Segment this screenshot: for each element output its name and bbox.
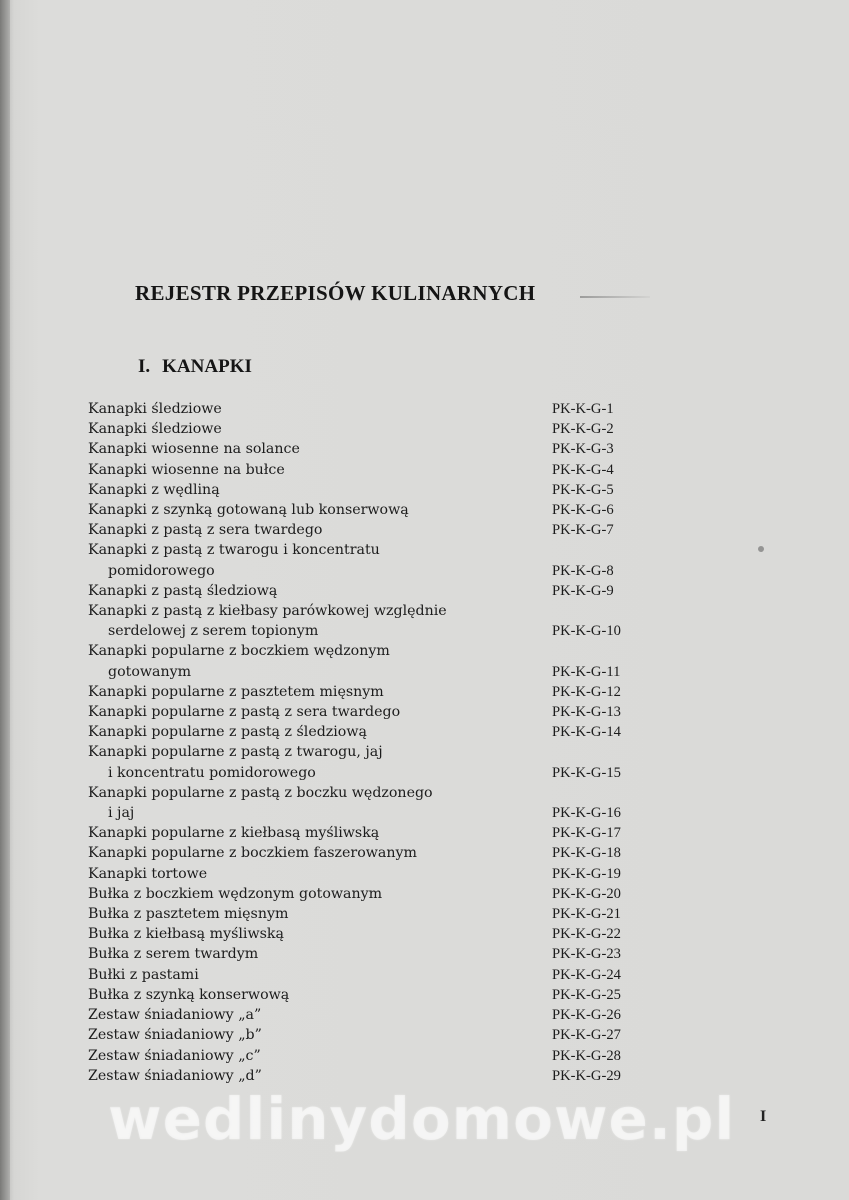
entry-title-line: Kanapki popularne z boczkiem wędzonym [88,643,390,660]
entry-title [88,399,552,419]
entry-code: PK-K-G-18 [552,845,621,862]
entry-code: PK-K-G-27 [552,1027,621,1044]
register-entry [88,540,648,580]
entry-title-line: Zestaw śniadaniowy „d” [88,1067,262,1084]
entry-title [88,540,552,580]
entry-title-line: Bułka z boczkiem wędzonym gotowanym [88,885,383,902]
register-entry [88,944,648,964]
entry-title-line: pomidorowego [108,562,215,579]
entry-code: PK-K-G-15 [552,764,621,781]
entry-code: PK-K-G-6 [552,502,614,519]
entry-title-line: Bułki z pastami [88,966,199,983]
entry-title [88,944,552,964]
entry-code: PK-K-G-9 [552,582,614,599]
entry-title [88,924,552,944]
paper-speck [758,546,764,552]
entry-title-line: Kanapki wiosenne na solance [88,441,300,458]
register-entry [88,864,648,884]
document-title: REJESTR PRZEPISÓW KULINARNYCH [135,281,536,305]
page-number: I [760,1108,767,1125]
register-entry [88,742,648,782]
register-entry [88,399,648,419]
register-entry [88,904,648,924]
entry-title [88,480,552,500]
entry-title [88,439,552,459]
entry-title [88,843,552,863]
entry-code: PK-K-G-24 [552,966,621,983]
entry-title-line: Kanapki z pastą z sera twardego [88,522,323,539]
entry-code: PK-K-G-13 [552,704,621,721]
entry-title [88,1025,552,1045]
entry-code: PK-K-G-26 [552,1007,621,1024]
entry-title-line: Bułka z pasztetem mięsnym [88,906,289,923]
entry-title [88,601,552,641]
entry-title-line: Kanapki z szynką gotowaną lub konserwową [88,502,409,519]
register-entry [88,1005,648,1025]
register-entry [88,985,648,1005]
register-entry [88,500,648,520]
entry-title-line: Kanapki z pastą śledziową [88,582,278,599]
entry-title [88,702,552,722]
entry-title [88,1066,552,1086]
entry-title [88,864,552,884]
entry-title [88,783,552,823]
entry-title [88,1046,552,1066]
entry-title [88,641,552,681]
recipe-register-list [88,399,648,1086]
entry-title-line: Bułka z szynką konserwową [88,986,290,1003]
entry-code: PK-K-G-29 [552,1067,621,1084]
section-heading [138,356,252,378]
entry-title-line: i jaj [108,805,135,822]
entry-title-line: Kanapki tortowe [88,865,208,882]
entry-code: PK-K-G-8 [552,562,614,579]
entry-code: PK-K-G-2 [552,421,614,438]
register-entry [88,601,648,641]
entry-title [88,500,552,520]
entry-title [88,419,552,439]
section-number: I. [138,356,151,377]
watermark: wedlinydomowe.pl [108,1085,736,1153]
entry-code: PK-K-G-1 [552,401,614,417]
entry-title [88,884,552,904]
register-entry [88,641,648,681]
entry-title-line: Kanapki wiosenne na bułce [88,461,285,478]
entry-title [88,722,552,742]
entry-title-line: gotowanym [108,663,192,680]
entry-title [88,742,552,782]
register-entry [88,702,648,722]
entry-title-line: Zestaw śniadaniowy „a” [88,1007,262,1024]
entry-code: PK-K-G-4 [552,461,614,478]
entry-title [88,985,552,1005]
entry-title-line: Kanapki śledziowe [88,421,222,438]
entry-code: PK-K-G-10 [552,623,621,640]
entry-code: PK-K-G-28 [552,1047,621,1064]
register-entry [88,480,648,500]
register-entry [88,1066,648,1086]
title-smudge [580,296,650,298]
entry-title [88,823,552,843]
entry-title-line: Kanapki popularne z pasztetem mięsnym [88,683,384,700]
entry-title-line: Kanapki śledziowe [88,401,222,417]
register-entry [88,520,648,540]
register-entry [88,924,648,944]
entry-title [88,520,552,540]
entry-title-line: Kanapki popularne z pastą z śledziową [88,724,367,741]
register-entry [88,783,648,823]
register-entry [88,460,648,480]
entry-code: PK-K-G-21 [552,906,621,923]
entry-title-line: Kanapki popularne z pastą z boczku wędzonego [88,784,433,801]
entry-code: PK-K-G-12 [552,683,621,700]
entry-title-line: Kanapki z wędliną [88,481,220,498]
entry-title [88,904,552,924]
register-entry [88,823,648,843]
entry-code: PK-K-G-16 [552,805,621,822]
entry-code: PK-K-G-22 [552,926,621,943]
entry-code: PK-K-G-3 [552,441,614,458]
register-entry [88,722,648,742]
entry-code: PK-K-G-20 [552,885,621,902]
entry-title [88,965,552,985]
register-entry [88,419,648,439]
register-entry [88,884,648,904]
entry-code: PK-K-G-25 [552,986,621,1003]
register-entry [88,581,648,601]
entry-title-line: Kanapki popularne z kiełbasą myśliwską [88,825,380,842]
entry-title-line: Kanapki popularne z pastą z sera twardego [88,704,401,721]
entry-title [88,682,552,702]
entry-code: PK-K-G-17 [552,825,621,842]
entry-title-line: Zestaw śniadaniowy „c” [88,1047,261,1064]
entry-title-line: Kanapki z pastą z twarogu i koncentratu [88,542,380,559]
entry-code: PK-K-G-5 [552,481,614,498]
register-entry [88,1025,648,1045]
entry-title-line: Kanapki popularne z pastą z twarogu, jaj [88,744,383,761]
entry-title-line: Bułka z kiełbasą myśliwską [88,926,284,943]
entry-code: PK-K-G-19 [552,865,621,882]
entry-code: PK-K-G-11 [552,663,621,680]
entry-title [88,1005,552,1025]
register-entry [88,965,648,985]
entry-title [88,581,552,601]
entry-title-line: i koncentratu pomidorowego [108,764,316,781]
register-entry [88,439,648,459]
entry-title [88,460,552,480]
entry-title-line: Kanapki popularne z boczkiem faszerowanym [88,845,417,862]
entry-title-line: Bułka z serem twardym [88,946,259,963]
entry-title-line: Zestaw śniadaniowy „b” [88,1027,262,1044]
register-entry [88,843,648,863]
entry-code: PK-K-G-7 [552,522,614,539]
page-binding-edge [0,0,10,1200]
entry-code: PK-K-G-23 [552,946,621,963]
register-entry [88,682,648,702]
entry-title-line: serdelowej z serem topionym [108,623,319,640]
entry-code: PK-K-G-14 [552,724,621,741]
register-entry [88,1046,648,1066]
entry-title-line: Kanapki z pastą z kiełbasy parówkowej względnie [88,603,447,620]
section-title: KANAPKI [162,356,252,377]
